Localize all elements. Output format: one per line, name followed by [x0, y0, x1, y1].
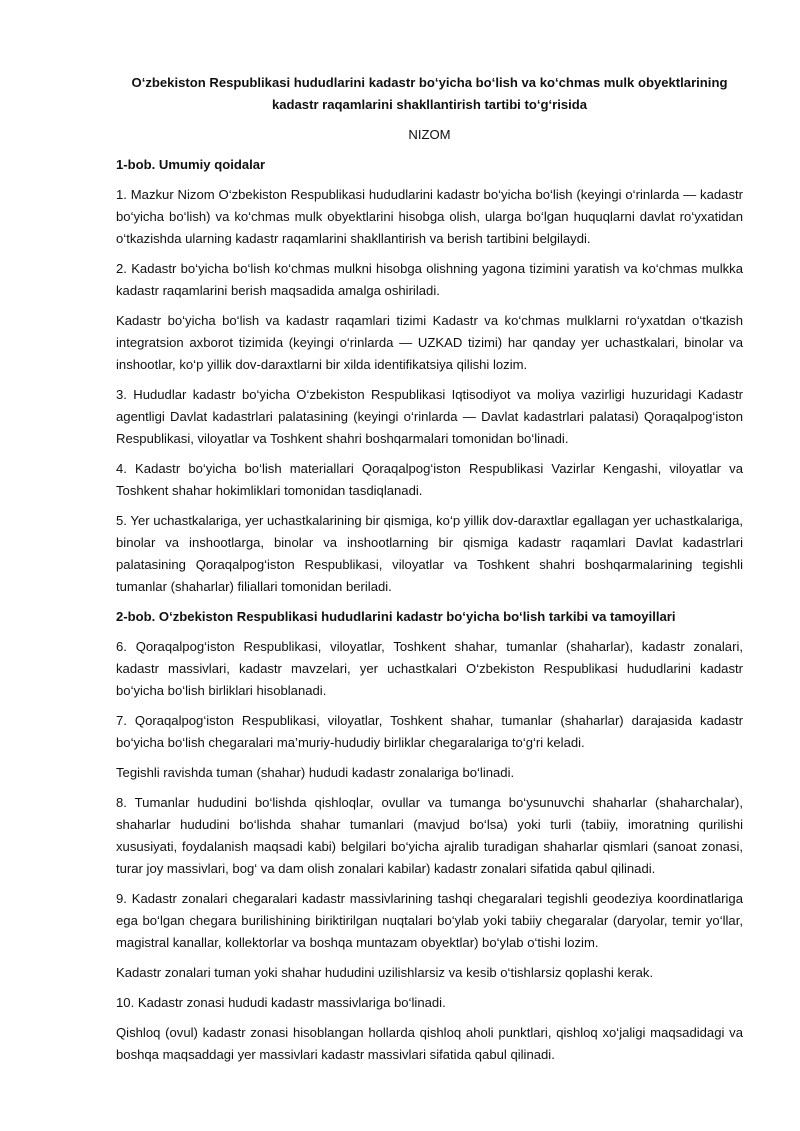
- paragraph-1: 1. Mazkur Nizom O‘zbekiston Respublikasi hududlarini kadastr bo‘yicha bo‘lish (keyingi o‘rinlarda — kadastr bo‘yicha bo‘lish) va ko‘chmas mulk obyektlarini hisobga olish, ularga bo‘lgan huquqlarni davlat ro‘yxatidan o‘tkazishda ularning kadastr raqamlarini shakllantirish va berish tartibini belgilaydi.: [116, 187, 743, 246]
- chapter-1-heading: 1-bob. Umumiy qoidalar: [116, 157, 266, 172]
- paragraph-5: 5. Yer uchastkalariga, yer uchastkalarining bir qismiga, ko‘p yillik dov-daraxtlar egallagan yer uchastkalariga, binolar va inshootlarga, binolar va inshootlarning bir qismiga kadastr raqamlari Davlat kadastrlari palatasining Qoraqalpog‘iston Respublikasi, viloyatlar va Toshkent shahri boshqarmalarining tegishli tumanlar (shaharlar) filiallari tomonidan beriladi.: [116, 513, 743, 594]
- paragraph-9-continued: Kadastr zonalari tuman yoki shahar hududini uzilishlarsiz va kesib o‘tishlarsiz qoplashi kerak.: [116, 965, 654, 980]
- document-subtitle: NIZOM: [408, 127, 451, 142]
- paragraph-8: 8. Tumanlar hududini bo‘lishda qishloqlar, ovullar va tumanga bo‘ysunuvchi shaharlar (shaharchalar), shaharlar hududini bo‘lishda shahar tumanlari (mavjud bo‘lsa) yoki turli (tabiiy, imoratning qurilishi xususiyati, foydalanish maqsadi kabi) belgilari bo‘yicha ajralib turadigan shaharlar qismlari (sanoat zonasi, turar joy massivlari, bog‘ va dam olish zonalari kabilar) kadastr zonalari sifatida qabul qilinadi.: [116, 795, 743, 876]
- paragraph-7-continued: Tegishli ravishda tuman (shahar) hududi kadastr zonalariga bo‘linadi.: [116, 765, 515, 780]
- document-page: [116, 72, 743, 1074]
- paragraph-4: 4. Kadastr bo‘yicha bo‘lish materiallari Qoraqalpog‘iston Respublikasi Vazirlar Kengashi, viloyatlar va Toshkent shahar hokimliklari tomonidan tasdiqlanadi.: [116, 461, 743, 498]
- paragraph-9: 9. Kadastr zonalari chegaralari kadastr massivlarining tashqi chegaralari tegishli geodeziya koordinatlariga ega bo‘lgan chegara burilishining biriktirilgan nuqtalari bo‘ylab yoki tabiiy chegaralar (daryolar, temir yo‘llar, magistral kanallar, kollektorlar va boshqa muntazam obyektlar) bo‘ylab o‘tishi lozim.: [116, 891, 743, 950]
- document-title: O‘zbekiston Respublikasi hududlarini kadastr bo‘yicha bo‘lish va ko‘chmas mulk obyektlarining kadastr raqamlarini shakllantirish tartibi to‘g‘risida: [131, 75, 728, 112]
- paragraph-10: 10. Kadastr zonasi hududi kadastr massivlariga bo‘linadi.: [116, 995, 446, 1010]
- paragraph-10-continued: Qishloq (ovul) kadastr zonasi hisoblangan hollarda qishloq aholi punktlari, qishloq xo‘jaligi maqsadidagi va boshqa maqsaddagi yer massivlari kadastr massivlari sifatida qabul qilinadi.: [116, 1025, 743, 1062]
- paragraph-2-continued: Kadastr bo‘yicha bo‘lish va kadastr raqamlari tizimi Kadastr va ko‘chmas mulklarni ro‘yxatdan o‘tkazish integratsion axborot tizimida (keyingi o‘rinlarda — UZKAD tizimi) har qanday yer uchastkalari, binolar va inshootlar, ko‘p yillik dov-daraxtlarni bir xilda identifikatsiya qilishi lozim.: [116, 313, 743, 372]
- paragraph-7: 7. Qoraqalpog‘iston Respublikasi, viloyatlar, Toshkent shahar, tumanlar (shaharlar) darajasida kadastr bo‘yicha bo‘lish chegaralari ma’muriy-hududiy birliklar chegaralariga to‘g‘ri keladi.: [116, 713, 743, 750]
- chapter-2-heading: 2-bob. O‘zbekiston Respublikasi hududlarini kadastr bo‘yicha bo‘lish tarkibi va tamoyillari: [116, 609, 676, 624]
- paragraph-2: 2. Kadastr bo‘yicha bo‘lish ko‘chmas mulkni hisobga olishning yagona tizimini yaratish va ko‘chmas mulkka kadastr raqamlarini berish maqsadida amalga oshiriladi.: [116, 261, 743, 298]
- paragraph-3: 3. Hududlar kadastr bo‘yicha O‘zbekiston Respublikasi Iqtisodiyot va moliya vazirligi huzuridagi Kadastr agentligi Davlat kadastrlari palatasining (keyingi o‘rinlarda — Davlat kadastrlari palatasi) Qoraqalpog‘iston Respublikasi, viloyatlar va Toshkent shahri boshqarmalari tomonidan bo‘linadi.: [116, 387, 743, 446]
- paragraph-6: 6. Qoraqalpog‘iston Respublikasi, viloyatlar, Toshkent shahar, tumanlar (shaharlar), kadastr zonalari, kadastr massivlari, kadastr mavzelari, yer uchastkalari O‘zbekiston Respublikasi hududlarini kadastr bo‘yicha bo‘lish birliklari hisoblanadi.: [116, 639, 743, 698]
